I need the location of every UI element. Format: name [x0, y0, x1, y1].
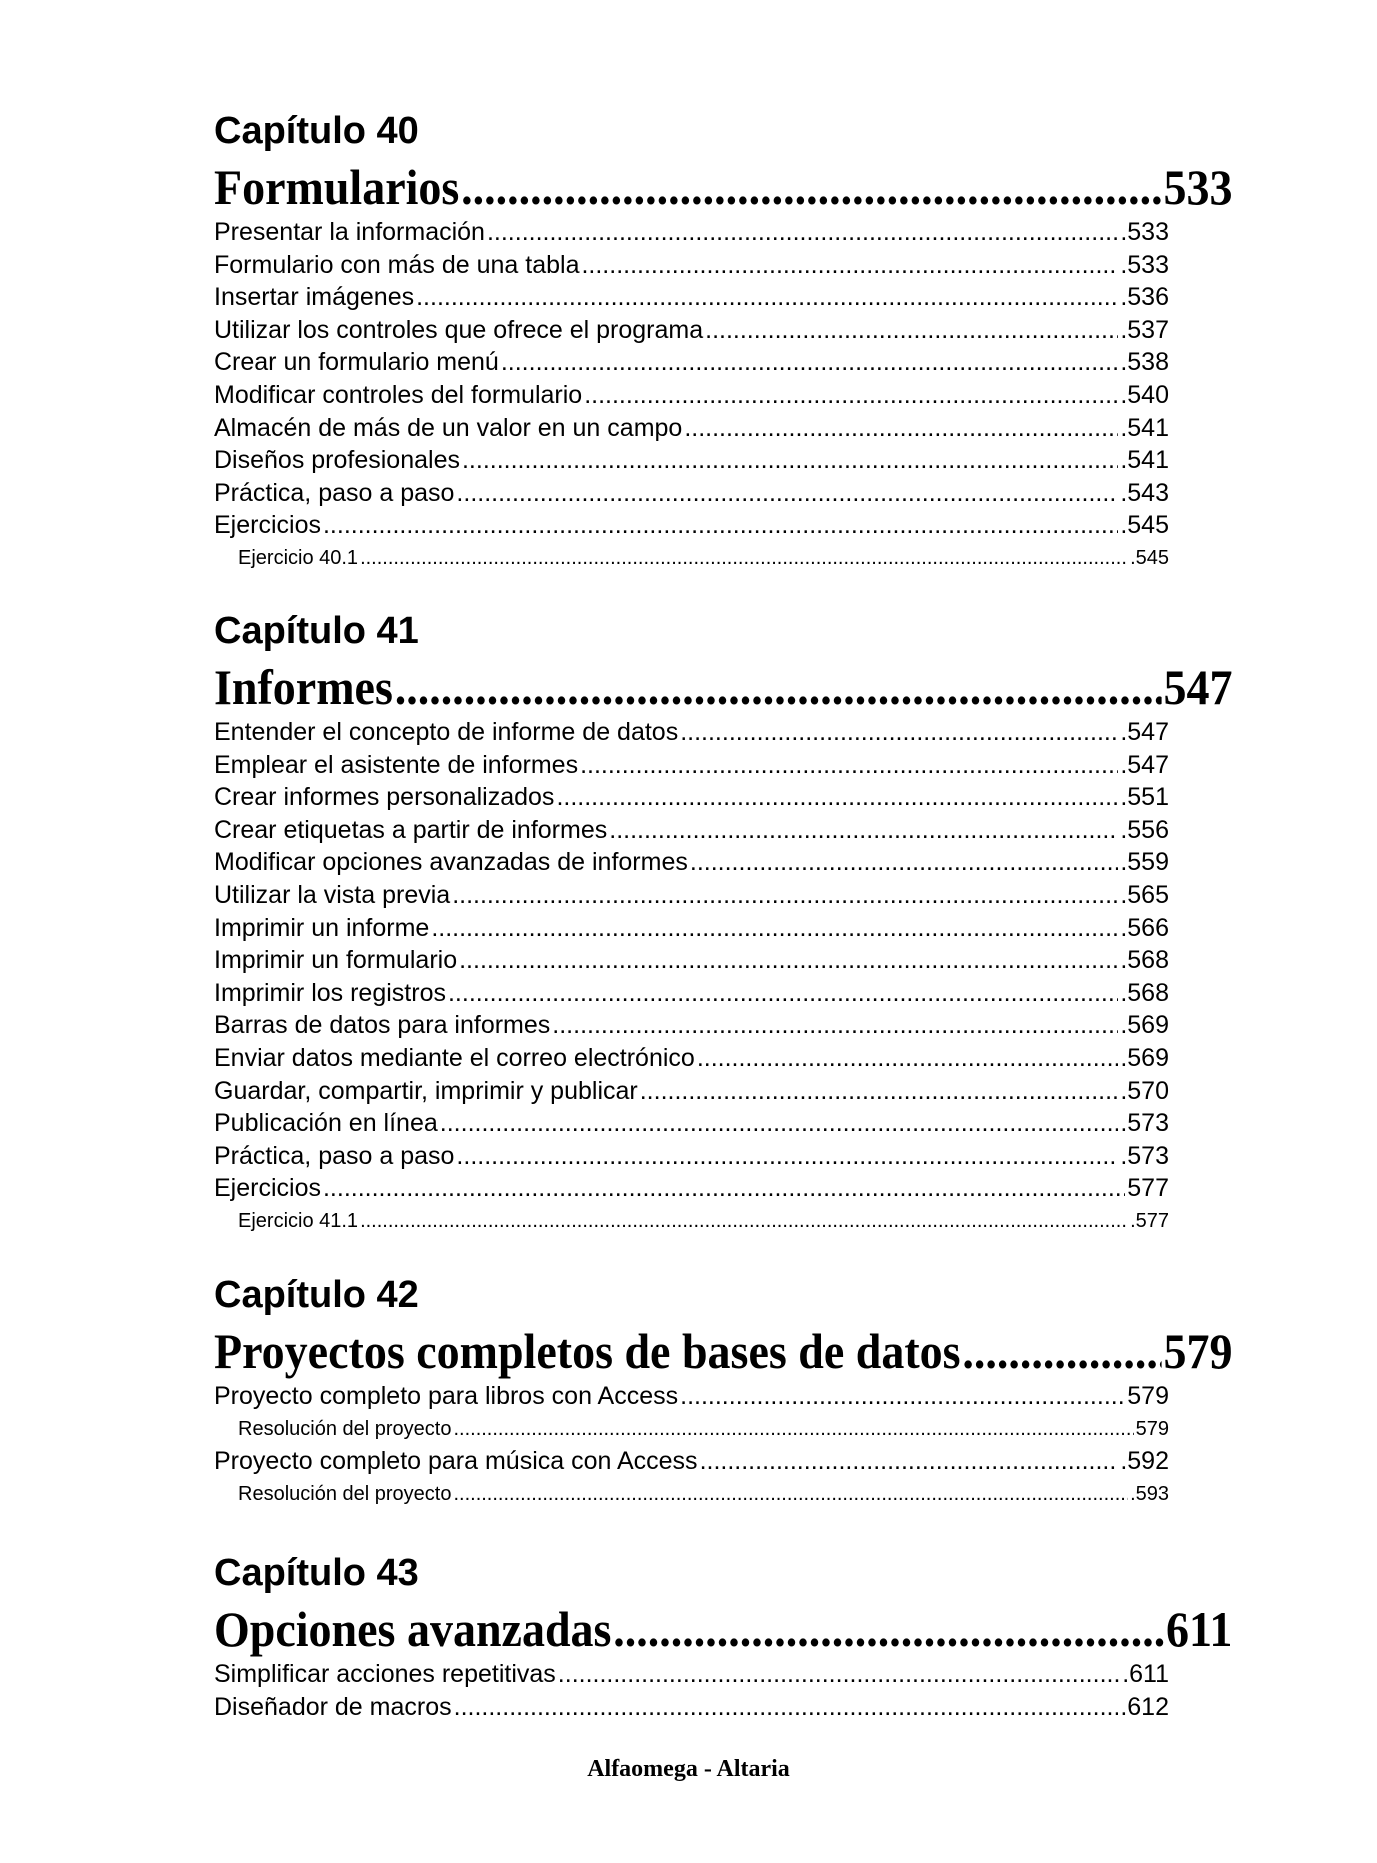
leader-dots — [454, 1691, 1119, 1724]
entry-page: 577 — [1127, 1174, 1169, 1203]
entry-text: Ejercicios — [214, 1174, 321, 1203]
entry-page: .573 — [1120, 1141, 1169, 1170]
leader-dots — [613, 1600, 1164, 1658]
toc-entry — [214, 1658, 1169, 1691]
entry-text: Crear etiquetas a partir de informes — [214, 815, 608, 844]
entry-text: Crear informes personalizados — [214, 783, 555, 812]
toc-subentry — [214, 1205, 1169, 1238]
entry-text: Ejercicio 41.1 — [238, 1209, 359, 1232]
chapter-title-text: Formularios — [214, 159, 460, 215]
entry-text: Imprimir los registros — [214, 978, 446, 1007]
entry-page: .537 — [1120, 315, 1169, 344]
leader-dots — [581, 249, 1118, 282]
leader-dots — [453, 1478, 1128, 1511]
entry-text: Utilizar la vista previa — [214, 880, 451, 909]
toc-entry — [214, 249, 1169, 282]
chapter-label: Capítulo 41 — [214, 610, 419, 652]
entry-page: .547 — [1120, 750, 1169, 779]
chapter-page-number: 547 — [1163, 659, 1233, 715]
entry-text: Almacén de más de un valor en un campo — [214, 413, 683, 442]
entry-page: .592 — [1120, 1447, 1169, 1476]
toc-entry — [214, 716, 1169, 749]
entry-page: 579 — [1127, 1382, 1169, 1410]
entry-page: .533 — [1120, 250, 1169, 279]
chapter-page-number: 579 — [1163, 1323, 1233, 1379]
entry-text: Modificar opciones avanzadas de informes — [214, 848, 688, 877]
entry-page: 579 — [1135, 1417, 1169, 1440]
leader-dots — [640, 1075, 1119, 1108]
toc-entry — [214, 1009, 1169, 1042]
entry-text: Proyecto completo para música con Access — [214, 1447, 698, 1476]
leader-dots — [453, 1413, 1133, 1446]
entry-page: .593 — [1130, 1482, 1169, 1505]
toc-entry — [214, 781, 1169, 814]
chapter-section — [214, 1550, 1233, 1723]
entry-text: Ejercicio 40.1 — [238, 546, 359, 569]
toc-subentry — [214, 542, 1169, 575]
toc-entry — [214, 444, 1169, 477]
toc-entry — [214, 749, 1169, 782]
leader-dots — [360, 542, 1128, 575]
toc-subentry — [214, 1478, 1169, 1511]
entry-text: Publicación en línea — [214, 1109, 438, 1138]
entry-text: Crear un formulario menú — [214, 348, 499, 377]
entry-text: Imprimir un formulario — [214, 946, 458, 975]
toc-entry — [214, 944, 1169, 977]
entry-page: .577 — [1130, 1209, 1169, 1232]
leader-dots — [459, 944, 1118, 977]
entry-text: Resolución del proyecto — [238, 1417, 452, 1440]
entry-text: Práctica, paso a paso — [214, 1141, 455, 1170]
leader-dots — [456, 1140, 1118, 1173]
entry-text: Proyecto completo para libros con Access — [214, 1382, 679, 1410]
leader-dots — [680, 1380, 1125, 1413]
toc-entry — [214, 1107, 1169, 1140]
entry-page: .545 — [1120, 511, 1169, 540]
leader-dots — [440, 1107, 1119, 1140]
chapter-title — [214, 1600, 1232, 1658]
entry-text: Entender el concepto de informe de datos — [214, 718, 679, 746]
entry-page: .533 — [1120, 218, 1169, 246]
entry-page: .541 — [1120, 413, 1169, 442]
chapter-title — [214, 658, 1232, 716]
leader-dots — [501, 346, 1118, 379]
toc-entry — [214, 216, 1169, 249]
entry-page: .541 — [1120, 446, 1169, 475]
leader-dots — [431, 912, 1118, 945]
toc-entry — [214, 477, 1169, 510]
leader-dots — [684, 412, 1118, 445]
toc-entry — [214, 912, 1169, 945]
leader-dots — [395, 658, 1162, 716]
chapter-title-text: Proyectos completos de bases de datos — [214, 1323, 961, 1379]
entry-text: Barras de datos para informes — [214, 1011, 551, 1040]
entry-list — [214, 1658, 1224, 1723]
leader-dots — [580, 749, 1118, 782]
entry-text: Formulario con más de una tabla — [214, 250, 580, 279]
entry-page: .611 — [1122, 1660, 1169, 1688]
chapter-page-number: 533 — [1163, 159, 1233, 215]
entry-list — [214, 216, 1224, 575]
toc-entry — [214, 1380, 1169, 1413]
leader-dots — [609, 814, 1118, 847]
toc-entry — [214, 814, 1169, 847]
leader-dots — [697, 1042, 1119, 1075]
toc-entry — [214, 1691, 1169, 1724]
leader-dots — [700, 1445, 1119, 1478]
toc-subentry — [214, 1413, 1169, 1446]
entry-page: .559 — [1120, 848, 1169, 877]
entry-text: Enviar datos mediante el correo electrónico — [214, 1043, 695, 1072]
leader-dots — [416, 281, 1118, 314]
entry-text: Guardar, compartir, imprimir y publicar — [214, 1076, 638, 1105]
entry-text: Diseños profesionales — [214, 446, 460, 475]
entry-list — [214, 1380, 1224, 1510]
leader-dots — [448, 977, 1118, 1010]
entry-page: .536 — [1120, 283, 1169, 312]
leader-dots — [556, 781, 1118, 814]
leader-dots — [680, 716, 1118, 749]
entry-text: Ejercicios — [214, 511, 321, 540]
entry-page: .565 — [1120, 880, 1169, 909]
entry-page: .538 — [1120, 348, 1169, 377]
entry-list — [214, 716, 1224, 1238]
chapter-label: Capítulo 42 — [214, 1274, 419, 1316]
entry-text: Presentar la información — [214, 218, 485, 246]
entry-page: .569 — [1120, 1011, 1169, 1040]
entry-text: Resolución del proyecto — [238, 1482, 452, 1505]
toc-entry — [214, 846, 1169, 879]
toc-entry — [214, 412, 1169, 445]
toc-entry — [214, 509, 1169, 542]
chapter-section — [214, 108, 1233, 575]
entry-page: .570 — [1120, 1076, 1169, 1105]
publisher-footer: Alfaomega - Altaria — [587, 1756, 790, 1782]
entry-page: .540 — [1120, 380, 1169, 409]
leader-dots — [962, 1322, 1161, 1380]
chapter-page-number: 611 — [1165, 1601, 1233, 1657]
toc-entry — [214, 314, 1169, 347]
leader-dots — [462, 444, 1118, 477]
leader-dots — [558, 1658, 1120, 1691]
leader-dots — [323, 509, 1118, 542]
chapter-label: Capítulo 43 — [214, 1552, 419, 1594]
leader-dots — [552, 1009, 1118, 1042]
entry-page: .545 — [1130, 546, 1169, 569]
entry-page: .569 — [1120, 1043, 1169, 1072]
entry-page: .573 — [1120, 1109, 1169, 1138]
chapter-label: Capítulo 40 — [214, 110, 419, 152]
toc-entry — [214, 1445, 1169, 1478]
entry-page: .612 — [1120, 1692, 1169, 1721]
leader-dots — [323, 1172, 1125, 1205]
entry-text: Insertar imágenes — [214, 283, 415, 312]
entry-page: .568 — [1120, 946, 1169, 975]
leader-dots — [705, 314, 1118, 347]
chapter-title-text: Informes — [214, 659, 393, 715]
chapter-title-text: Opciones avanzadas — [214, 1601, 612, 1657]
toc-entry — [214, 879, 1169, 912]
leader-dots — [461, 158, 1161, 216]
entry-page: .543 — [1120, 478, 1169, 507]
toc-entry — [214, 1140, 1169, 1173]
entry-text: Utilizar los controles que ofrece el programa — [214, 315, 704, 344]
entry-page: .556 — [1120, 815, 1169, 844]
toc-entry — [214, 977, 1169, 1010]
toc-entry — [214, 1075, 1169, 1108]
leader-dots — [487, 216, 1118, 249]
entry-page: .568 — [1120, 978, 1169, 1007]
toc-entry — [214, 379, 1169, 412]
leader-dots — [452, 879, 1118, 912]
toc-entry — [214, 1042, 1169, 1075]
chapter-title — [214, 158, 1232, 216]
leader-dots — [360, 1205, 1128, 1238]
entry-text: Diseñador de macros — [214, 1692, 452, 1721]
entry-text: Simplificar acciones repetitivas — [214, 1660, 556, 1688]
leader-dots — [456, 477, 1118, 510]
entry-page: .547 — [1120, 718, 1169, 746]
entry-text: Práctica, paso a paso — [214, 478, 455, 507]
entry-text: Modificar controles del formulario — [214, 380, 583, 409]
chapter-title — [214, 1322, 1232, 1380]
toc-entry — [214, 1172, 1169, 1205]
leader-dots — [690, 846, 1118, 879]
entry-text: Imprimir un informe — [214, 913, 430, 942]
toc-entry — [214, 346, 1169, 379]
entry-text: Emplear el asistente de informes — [214, 750, 579, 779]
toc-entry — [214, 281, 1169, 314]
leader-dots — [584, 379, 1118, 412]
entry-page: .566 — [1120, 913, 1169, 942]
chapter-section — [214, 608, 1233, 1238]
chapter-section — [214, 1272, 1233, 1510]
entry-page: .551 — [1120, 783, 1169, 812]
